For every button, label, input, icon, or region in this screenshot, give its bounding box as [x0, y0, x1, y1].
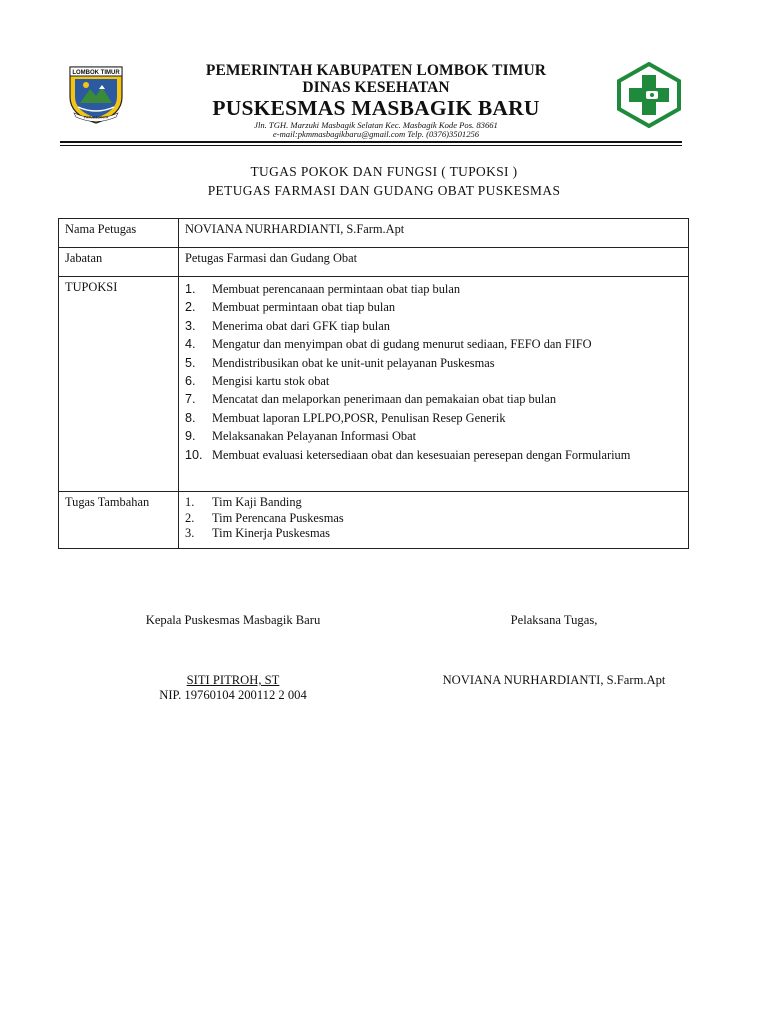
letterhead-puskesmas: PUSKESMAS MASBAGIK BARU	[212, 96, 540, 120]
tambahan-cell	[179, 492, 689, 549]
list-item-text: Membuat evaluasi ketersediaan obat dan kesesuaian peresepan dengan Formularium	[212, 447, 631, 462]
letterhead-government: PEMERINTAH KABUPATEN LOMBOK TIMUR	[205, 62, 547, 79]
list-item	[185, 390, 682, 408]
tupoksi-table	[58, 218, 689, 549]
list-item-text: Tim Kinerja Puskesmas	[212, 526, 330, 540]
signature-right-title: Pelaksana Tugas,	[510, 613, 598, 627]
tupoksi-cell	[179, 277, 689, 492]
signature-left-name-text: SITI PITROH, ST	[186, 673, 280, 687]
list-item	[185, 298, 682, 316]
list-item	[185, 372, 682, 390]
list-item	[185, 317, 682, 335]
signature-right-name: NOVIANA NURHARDIANTI, S.Farm.Apt	[442, 673, 666, 687]
list-item-number: 8.	[185, 410, 196, 425]
list-item-number: 1.	[185, 495, 195, 509]
list-item	[185, 280, 682, 298]
list-item-text: Mengatur dan menyimpan obat di gudang menurut sediaan, FEFO dan FIFO	[212, 337, 592, 352]
nama-value: NOVIANA NURHARDIANTI, S.Farm.Apt	[179, 219, 689, 248]
list-item-number: 1.	[185, 282, 196, 296]
list-item-text: Membuat perencanaan permintaan obat tiap bulan	[212, 282, 461, 296]
list-item	[185, 446, 682, 464]
letterhead-contact: e-mail:pkmmasbagikbaru@gmail.com Telp. (0376)3501256	[272, 129, 480, 139]
logo-lettering: LOMBOK TIMUR	[72, 70, 120, 76]
list-item-number: 3.	[185, 318, 196, 333]
letterhead-department: DINAS KESEHATAN	[302, 79, 450, 96]
signature-left-name	[108, 673, 358, 688]
jabatan-value: Petugas Farmasi dan Gudang Obat	[179, 248, 689, 277]
list-item	[185, 495, 682, 511]
table-row-tugas-tambahan	[59, 492, 689, 549]
tupoksi-list	[185, 280, 682, 464]
list-item	[185, 427, 682, 445]
jabatan-label: Jabatan	[59, 248, 179, 277]
table-row-nama	[59, 219, 689, 248]
letterhead-address: Jln. TGH. Marzuki Masbagik Selatan Kec. Masbagik Kode Pos. 83661	[254, 120, 498, 130]
list-item	[185, 409, 682, 427]
list-item-text: Mengisi kartu stok obat	[212, 374, 330, 389]
list-item-text: Menerima obat dari GFK tiap bulan	[212, 318, 390, 333]
letterhead-divider-thick	[60, 141, 682, 143]
table-row-tupoksi	[59, 277, 689, 492]
list-item-text: Membuat permintaan obat tiap bulan	[212, 300, 396, 315]
document-title: TUGAS POKOK DAN FUNGSI ( TUPOKSI )	[250, 164, 518, 179]
list-item-number: 4.	[185, 337, 196, 352]
list-item-number: 6.	[185, 374, 196, 389]
list-item-number: 3.	[185, 526, 195, 540]
list-item-text: Melaksanakan Pelayanan Informasi Obat	[212, 429, 417, 444]
signature-left-nip: NIP. 19760104 200112 2 004	[159, 688, 307, 702]
list-item-text: Membuat laporan LPLPO,POSR, Penulisan Resep Generik	[212, 410, 506, 425]
list-item-text: Tim Perencana Puskesmas	[212, 510, 344, 525]
list-item-number: 7.	[185, 392, 196, 407]
list-item-text: Tim Kaji Banding	[212, 495, 302, 509]
letterhead-divider-thin	[60, 145, 682, 146]
nama-label: Nama Petugas	[59, 219, 179, 248]
list-item-number: 5.	[185, 355, 196, 370]
list-item	[185, 354, 682, 372]
tambahan-label: Tugas Tambahan	[59, 492, 179, 549]
tupoksi-label: TUPOKSI	[59, 277, 179, 492]
list-item-number: 10.	[185, 447, 203, 462]
list-item-number: 2.	[185, 300, 196, 315]
list-item	[185, 335, 682, 353]
list-item	[185, 526, 682, 542]
tambahan-list	[185, 495, 682, 542]
signature-left-title: Kepala Puskesmas Masbagik Baru	[145, 613, 321, 627]
list-item-number: 2.	[185, 510, 195, 525]
logo-motto: PATUH KARYA	[83, 115, 109, 120]
puskesmas-cross-logo	[616, 62, 682, 128]
list-item-number: 9.	[185, 429, 196, 444]
table-row-jabatan	[59, 248, 689, 277]
list-item	[185, 511, 682, 527]
lombok-timur-crest-logo	[66, 63, 126, 125]
list-item-text: Mendistribusikan obat ke unit-unit pelayanan Puskesmas	[212, 355, 495, 370]
list-item-text: Mencatat dan melaporkan penerimaan dan pemakaian obat tiap bulan	[212, 392, 557, 407]
document-subtitle: PETUGAS FARMASI DAN GUDANG OBAT PUSKESMAS	[207, 183, 561, 198]
